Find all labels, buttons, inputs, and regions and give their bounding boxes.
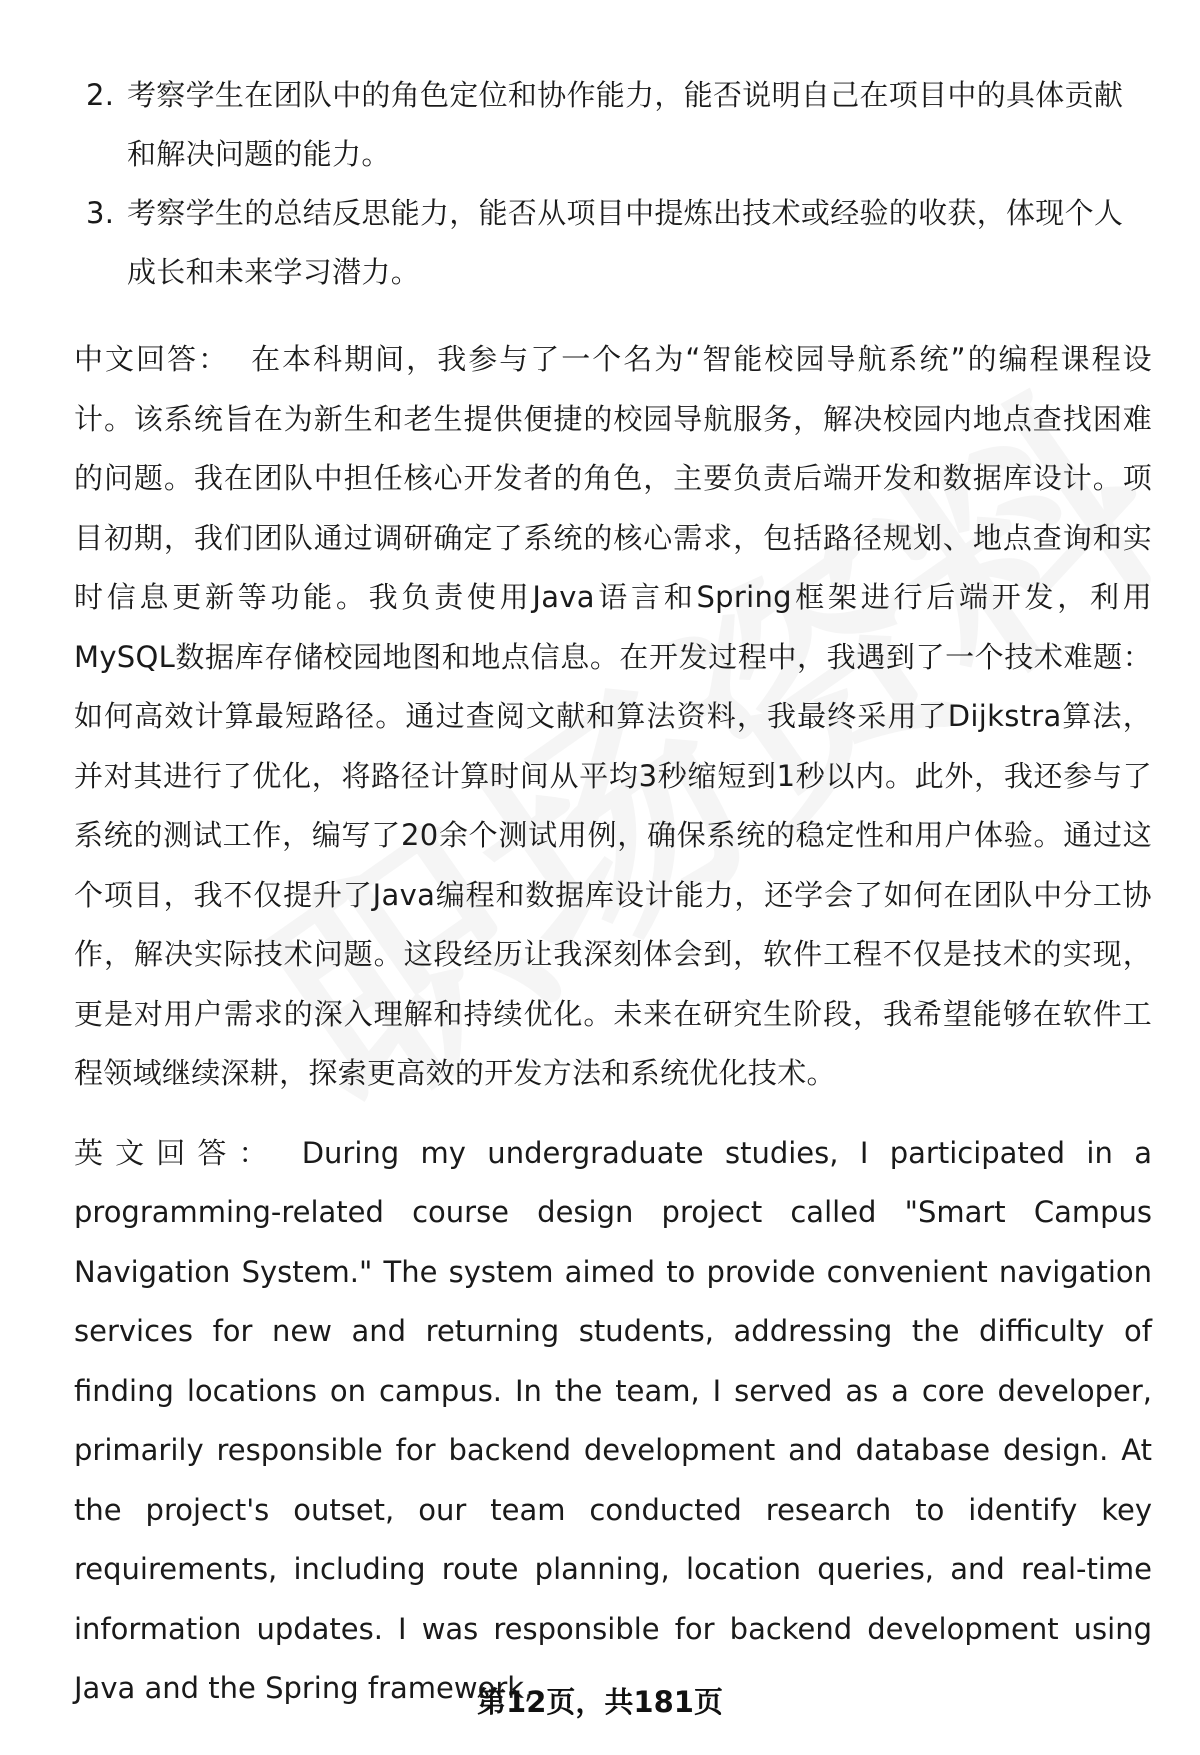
english-answer-paragraph xyxy=(74,1124,1152,1719)
page-number-footer: 第12页，共181页 xyxy=(477,1685,723,1719)
criteria-item-3 xyxy=(74,184,1152,302)
english-answer-label: 英文回答： xyxy=(74,1135,280,1170)
chinese-answer-paragraph xyxy=(74,330,1152,1104)
evaluation-criteria-list xyxy=(74,66,1152,302)
criteria-text: 考察学生的总结反思能力，能否从项目中提炼出技术或经验的收获，体现个人成长和未来学习潜力。 xyxy=(127,196,1124,289)
chinese-answer-label: 中文回答： xyxy=(74,342,230,376)
chinese-answer-text: 在本科期间，我参与了一个名为“智能校园导航系统”的编程课程设计。该系统旨在为新生和老生提供便捷的校园导航服务，解决校园内地点查找困难的问题。我在团队中担任核心开发者的角色，主要负责后端开发和数据库设计。项目初期，我们团队通过调研确定了系统的核心需求，包括路径规划、地点查询和实时信息更新等功能。我负责使用Java语言和Spring框架进行后端开发，利用MySQL数据库存储校园地图和地点信息。在开发过程中，我遇到了一个技术难题：如何高效计算最短路径。通过查阅文献和算法资料，我最终采用了Dijkstra算法，并对其进行了优化，将路径计算时间从平均3秒缩短到1秒以内。此外，我还参与了系统的测试工作，编写了20余个测试用例，确保系统的稳定性和用户体验。通过这个项目，我不仅提升了Java编程和数据库设计能力，还学会了如何在团队中分工协作，解决实际技术问题。这段经历让我深刻体会到，软件工程不仅是技术的实现，更是对用户需求的深入理解和持续优化。未来在研究生阶段，我希望能够在软件工程领域继续深耕，探索更高效的开发方法和系统优化技术。 xyxy=(74,342,1152,1090)
criteria-text: 考察学生在团队中的角色定位和协作能力，能否说明自己在项目中的具体贡献和解决问题的能力。 xyxy=(127,78,1124,171)
document-page xyxy=(74,66,1152,1719)
criteria-number: 2. xyxy=(86,78,115,112)
english-answer-text: During my undergraduate studies, I participated in a programming-related course design project called "Smart Campus Navigation System." The system aimed to provide convenient navigation services for new and returning students, addressing the difficulty of finding locations on campus. In the team, I served as a core developer, primarily responsible for backend development and database design. At the project's outset, our team conducted research to identify key requirements, including route planning, location queries, and real-time information updates. I was responsible for backend development using Java and the Spring framework, xyxy=(74,1135,1152,1705)
criteria-item-2 xyxy=(74,66,1152,184)
criteria-number: 3. xyxy=(86,196,115,230)
